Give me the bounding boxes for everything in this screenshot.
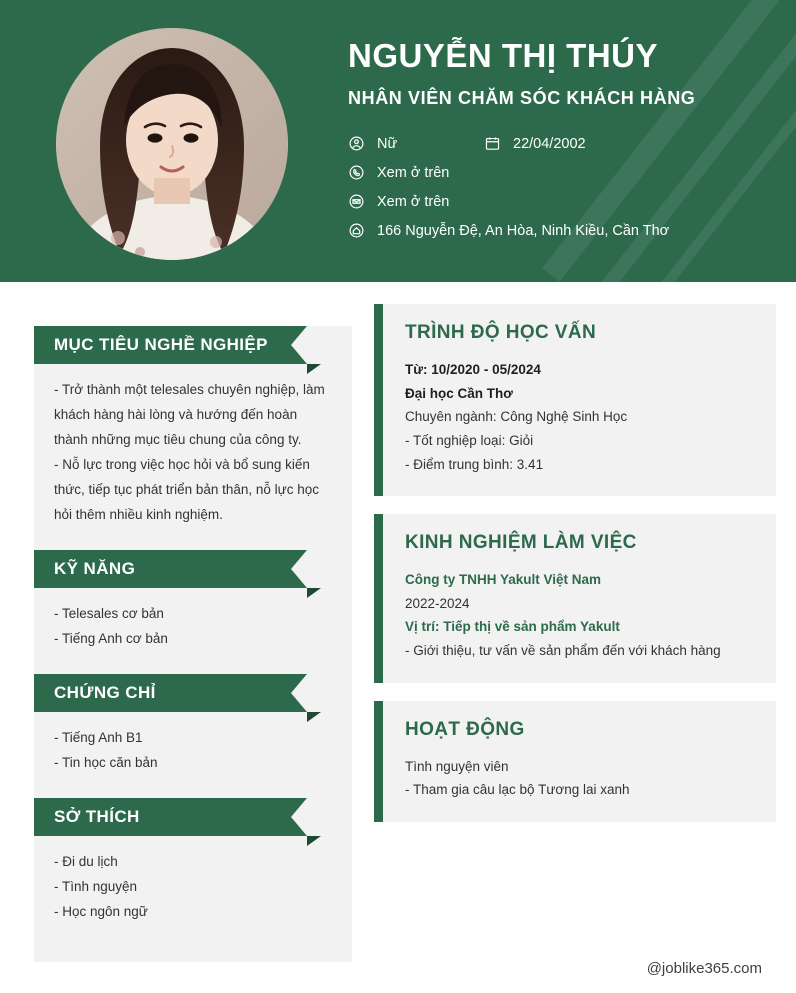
avatar-photo: [56, 28, 288, 260]
interests-title: SỞ THÍCH: [54, 806, 140, 826]
objective-body: [34, 378, 352, 528]
section-header-certificates: [34, 674, 307, 712]
objective-line: - Nỗ lực trong việc học hỏi và bổ sung kiến thức, tiếp tục phát triển bản thân, nỗ lực học hỏi thêm nhiều kinh nghiệm.: [54, 456, 319, 522]
email-icon: [348, 193, 365, 210]
contact-address-value: 166 Nguyễn Đệ, An Hòa, Ninh Kiều, Cần Thơ: [377, 222, 670, 239]
section-header-objective: [34, 326, 307, 364]
left-card: [34, 326, 352, 962]
phone-icon: [348, 164, 365, 181]
watermark: @joblike365.com: [646, 960, 762, 977]
home-icon: [348, 222, 365, 239]
contact-address: [348, 222, 766, 239]
cv-body: [0, 282, 796, 962]
interest-item: - Học ngôn ngữ: [54, 903, 148, 919]
calendar-icon: [484, 135, 501, 152]
skills-body: [34, 602, 352, 652]
contact-gender-value: Nữ: [377, 135, 398, 152]
objective-line: - Trở thành một telesales chuyên nghiệp, làm khách hàng hài lòng và hướng đến hoàn thành những mục tiêu chung của công ty.: [54, 382, 325, 447]
interest-item: - Đi du lịch: [54, 853, 118, 869]
education-school: Đại học Cần Thơ: [405, 385, 513, 401]
contact-phone: [348, 164, 766, 181]
contact-birthday: [484, 135, 766, 152]
certificate-item: - Tiếng Anh B1: [54, 729, 143, 745]
contact-email-value: Xem ở trên: [377, 193, 450, 210]
activities-title: HOẠT ĐỘNG: [405, 718, 525, 740]
interests-body: [34, 850, 352, 925]
activities-detail: - Tham gia câu lạc bộ Tương lai xanh: [405, 782, 630, 798]
contact-birthday-value: 22/04/2002: [513, 135, 586, 152]
page-title: NGUYỄN THỊ THÚY: [348, 37, 659, 74]
right-column: [374, 304, 776, 962]
objective-title: MỤC TIÊU NGHỀ NGHIỆP: [54, 335, 268, 354]
contact-list: [348, 135, 766, 239]
section-activities: [374, 701, 776, 822]
skill-item: - Tiếng Anh cơ bản: [54, 630, 168, 646]
cv-header: [0, 0, 796, 282]
contact-email: [348, 193, 766, 210]
experience-years: 2022-2024: [405, 595, 470, 611]
certificates-body: [34, 726, 352, 776]
contact-gender: [348, 135, 484, 152]
activities-role: Tình nguyện viên: [405, 758, 509, 774]
person-icon: [348, 135, 365, 152]
education-major: Chuyên ngành: Công Nghệ Sinh Học: [405, 409, 628, 425]
job-title: NHÂN VIÊN CHĂM SÓC KHÁCH HÀNG: [348, 88, 696, 109]
certificate-item: - Tin học căn bản: [54, 754, 158, 770]
section-education: [374, 304, 776, 496]
skill-item: - Telesales cơ bản: [54, 605, 164, 621]
section-header-interests: [34, 798, 307, 836]
skills-title: KỸ NĂNG: [54, 558, 136, 578]
education-gpa: - Điểm trung bình: 3.41: [405, 456, 544, 472]
experience-detail: - Giới thiệu, tư vấn về sản phẩm đến với khách hàng: [405, 643, 721, 658]
experience-title: KINH NGHIỆM LÀM VIỆC: [405, 532, 637, 554]
education-grade: - Tốt nghiệp loại: Giỏi: [405, 432, 534, 448]
section-header-skills: [34, 550, 307, 588]
section-experience: [374, 514, 776, 683]
experience-position: Vị trí: Tiếp thị về sản phẩm Yakult: [405, 619, 620, 635]
contact-phone-value: Xem ở trên: [377, 164, 450, 181]
left-column: [34, 304, 352, 962]
experience-company: Công ty TNHH Yakult Việt Nam: [405, 572, 602, 588]
education-period: Từ: 10/2020 - 05/2024: [405, 362, 541, 377]
education-title: TRÌNH ĐỘ HỌC VẤN: [405, 322, 597, 343]
interest-item: - Tình nguyện: [54, 878, 138, 894]
certificates-title: CHỨNG CHỈ: [54, 682, 156, 702]
avatar: [56, 28, 288, 260]
